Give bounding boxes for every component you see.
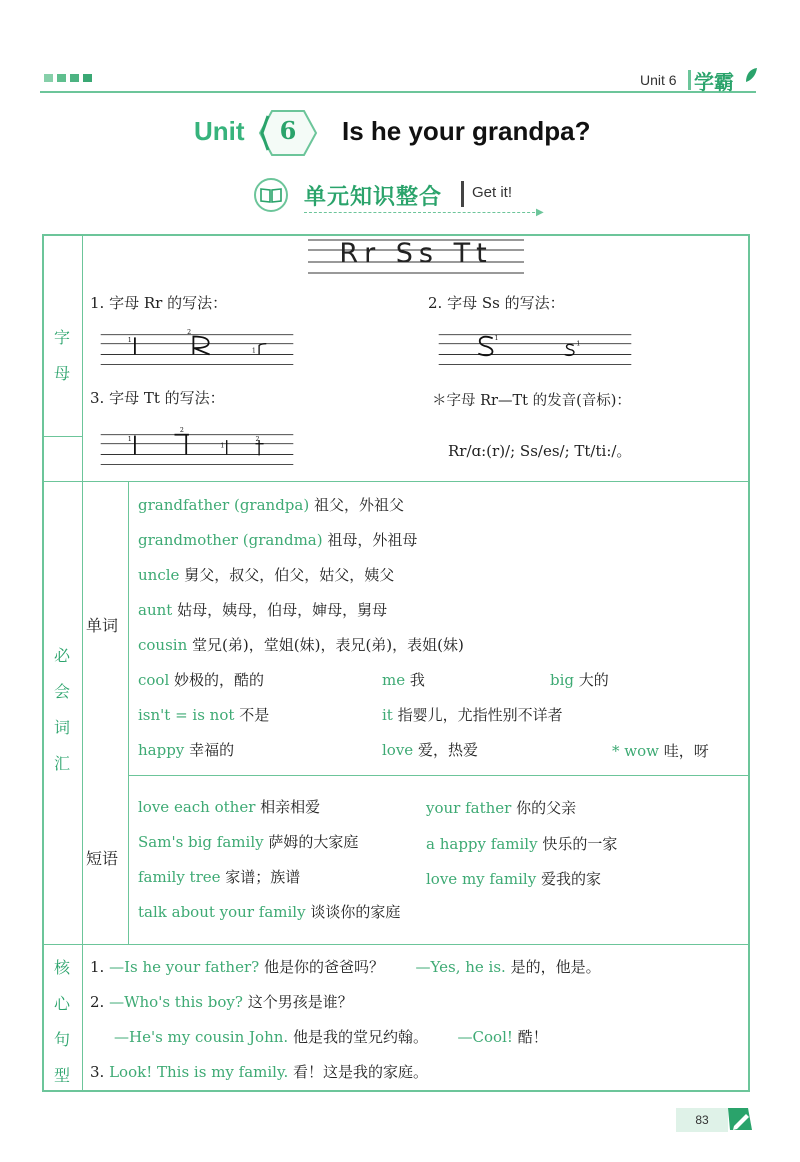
vocab-word: me 我 bbox=[382, 671, 425, 689]
table-divider bbox=[128, 482, 129, 944]
vocab-word: aunt 姑母，姨母，伯母，婶母，舅母 bbox=[138, 601, 388, 619]
pencil-icon bbox=[726, 1104, 754, 1134]
header-divider bbox=[688, 70, 691, 90]
vocab-word: cousin 堂兄(弟)，堂姐(妹)，表兄(弟)，表姐(妹) bbox=[138, 636, 464, 654]
letter-s-writing-guide bbox=[428, 332, 642, 368]
arrow-right-icon: ▶ bbox=[536, 207, 544, 218]
sentence-line: —He's my cousin John. 他是我的堂兄约翰。 —Cool! 酷！ bbox=[114, 1028, 548, 1046]
letter-r-label: 1. 字母 Rr 的写法： bbox=[90, 294, 228, 312]
vocab-phrase: Sam's big family 萨姆的大家庭 bbox=[138, 833, 359, 851]
words-label: 单词 bbox=[86, 616, 119, 635]
pronunciation-label: ＊字母 Rr—Tt 的发音(音标)： bbox=[432, 393, 631, 409]
page-number: 83 bbox=[676, 1108, 728, 1132]
section-divider bbox=[461, 181, 464, 207]
header-dot bbox=[44, 74, 53, 82]
svg-text:1: 1 bbox=[494, 335, 499, 343]
header-rule bbox=[40, 91, 756, 93]
category-vocab: 必 会 词 汇 bbox=[53, 646, 70, 773]
vocab-word: grandmother (grandma) 祖母，外祖母 bbox=[138, 531, 418, 549]
vocab-word: big 大的 bbox=[550, 671, 609, 689]
svg-text:1: 1 bbox=[127, 436, 132, 443]
svg-text:1: 1 bbox=[251, 347, 256, 355]
vocab-word: uncle 舅父，叔父，伯父，姑父，姨父 bbox=[138, 566, 395, 584]
table-divider bbox=[44, 436, 82, 437]
svg-text:1: 1 bbox=[220, 442, 225, 450]
header-unit-label: Unit 6 bbox=[640, 72, 677, 88]
vocab-phrase: love each other 相亲相爱 bbox=[138, 798, 321, 816]
vocab-word: it 指婴儿，尤指性别不详者 bbox=[382, 706, 563, 724]
vocab-word: grandfather (grandpa) 祖父，外祖父 bbox=[138, 496, 405, 514]
page-title: Is he your grandpa? bbox=[342, 116, 591, 146]
header-dot bbox=[57, 74, 66, 82]
svg-text:2: 2 bbox=[255, 436, 260, 443]
svg-text:2: 2 bbox=[179, 427, 184, 434]
category-sentences: 核 心 句 型 bbox=[53, 958, 70, 1085]
vocab-word: love 爱，热爱 bbox=[382, 741, 478, 759]
letter-s-label: 2. 字母 Ss 的写法： bbox=[428, 294, 565, 312]
header-dot bbox=[70, 74, 79, 82]
leaf-icon bbox=[744, 66, 758, 84]
table-divider bbox=[44, 481, 748, 482]
svg-text:1: 1 bbox=[576, 340, 581, 348]
header-brand: 学霸 bbox=[694, 70, 734, 94]
unit-word: Unit bbox=[194, 116, 245, 146]
section-title-en: Get it! bbox=[472, 184, 513, 201]
sentence-line: 2. —Who's this boy? 这个男孩是谁？ bbox=[90, 993, 353, 1011]
section-underline bbox=[304, 212, 540, 213]
letter-r-writing-guide bbox=[90, 328, 304, 368]
vocab-phrase: a happy family 快乐的一家 bbox=[426, 835, 618, 853]
vocab-phrase: family tree 家谱；族谱 bbox=[138, 868, 301, 886]
table-divider bbox=[44, 944, 748, 945]
vocab-word: * wow 哇，呀 bbox=[612, 742, 709, 760]
vocab-phrase: talk about your family 谈谈你的家庭 bbox=[138, 903, 401, 921]
vocab-word: cool 妙极的，酷的 bbox=[138, 671, 265, 689]
table-divider bbox=[128, 775, 748, 776]
unit-number: 6 bbox=[279, 116, 297, 145]
book-icon bbox=[254, 178, 288, 212]
table-divider bbox=[82, 236, 83, 1090]
letter-t-label: 3. 字母 Tt 的写法： bbox=[90, 389, 225, 407]
letter-t-writing-guide bbox=[90, 427, 304, 468]
sentence-line: 3. Look! This is my family. 看！这是我的家庭。 bbox=[90, 1063, 429, 1081]
vocab-word: isn't = is not 不是 bbox=[138, 706, 270, 724]
header-dot bbox=[83, 74, 92, 82]
category-letters: 字 母 bbox=[53, 328, 70, 383]
vocab-word: happy 幸福的 bbox=[138, 741, 235, 759]
section-title-cn: 单元知识整合 bbox=[304, 185, 443, 210]
svg-text:2: 2 bbox=[187, 328, 192, 336]
vocab-phrase: your father 你的父亲 bbox=[426, 799, 577, 817]
phrases-label: 短语 bbox=[86, 849, 119, 868]
letters-banner: Rr Ss Tt bbox=[339, 238, 493, 269]
vocab-phrase: love my family 爱我的家 bbox=[426, 870, 601, 888]
pronunciation-value: Rr/ɑ:(r)/; Ss/es/; Tt/ti:/。 bbox=[448, 442, 632, 460]
svg-text:1: 1 bbox=[127, 336, 132, 344]
sentence-line: 1. —Is he your father? 他是你的爸爸吗？ —Yes, he is. 是的，他是。 bbox=[90, 958, 601, 976]
